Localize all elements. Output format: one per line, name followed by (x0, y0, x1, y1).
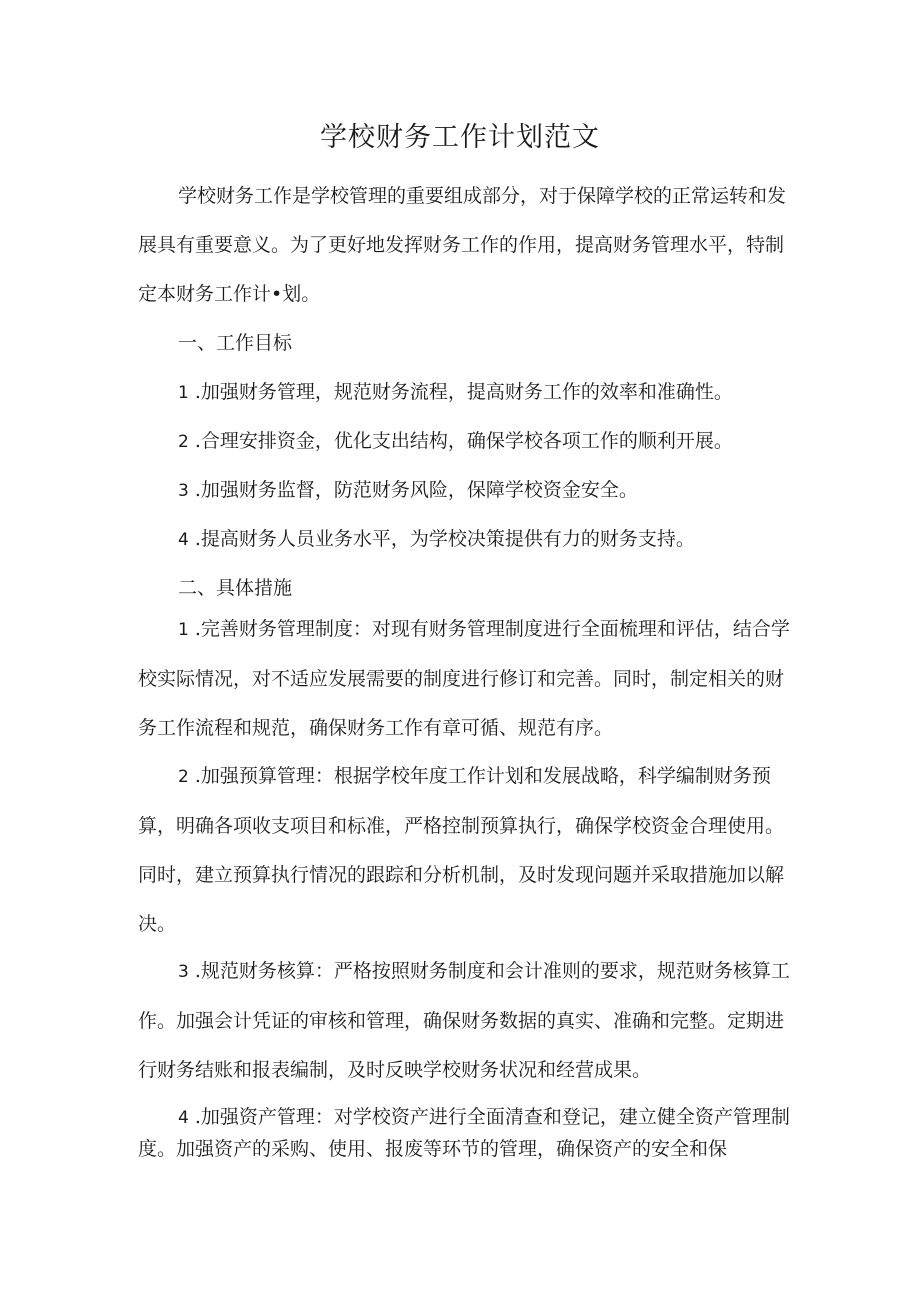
measure-item-text: .加强资产管理：对学校资产进行全面清查和登记，建立健全资产管理制度。加强资产的采购、使用、报废等环节的管理，确保资产的安全和保 (138, 1106, 790, 1160)
measure-item-text: .规范财务核算：严格按照财务制度和会计准则的要求，规范财务核算工作。加强会计凭证的审核和管理，确保财务数据的真实、准确和完整。定期进行财务结账和报表编制，及时反映学校财务状况和经营成果。 (138, 960, 790, 1081)
goal-item-number: 4 (178, 530, 189, 550)
measure-item-text: .加强预算管理：根据学校年度工作计划和发展战略，科学编制财务预算，明确各项收支项目和标准，严格控制预算执行，确保学校资金合理使用。同时，建立预算执行情况的跟踪和分析机制，及时发现问题并采取措施加以解决。 (138, 765, 785, 935)
goal-item-4 (138, 515, 798, 565)
goal-item-number: 2 (178, 432, 189, 452)
goal-item-number: 3 (178, 481, 189, 501)
goal-item-text: .提高财务人员业务水平，为学校决策提供有力的财务支持。 (194, 528, 695, 550)
measure-item-3 (138, 947, 798, 1095)
measure-item-4 (138, 1102, 798, 1165)
measure-item-text: .完善财务管理制度：对现有财务管理制度进行全面梳理和评估，结合学校实际情况，对不适应发展需要的制度进行修订和完善。同时，制定相关的财务工作流程和规范，确保财务工作有章可循、规范有序。 (138, 618, 790, 739)
goal-item-text: .合理安排资金，优化支出结构，确保学校各项工作的顺利开展。 (194, 430, 733, 452)
measure-item-number: 4 (178, 1108, 189, 1128)
measure-item-1 (138, 605, 798, 753)
measure-item-number: 1 (178, 620, 189, 640)
section2-heading: 二、具体措施 (178, 577, 293, 599)
measure-item-number: 3 (178, 962, 189, 982)
goal-item-2 (138, 417, 798, 467)
goal-item-text: .加强财务监督，防范财务风险，保障学校资金安全。 (194, 479, 638, 501)
section1-heading: 一、工作目标 (178, 332, 293, 354)
goal-item-3 (138, 466, 798, 516)
measure-item-number: 2 (178, 767, 189, 787)
goal-item-1 (138, 368, 798, 418)
goal-item-number: 1 (178, 383, 189, 403)
intro-paragraph: 学校财务工作是学校管理的重要组成部分，对于保障学校的正常运转和发展具有重要意义。为了更好地发挥财务工作的作用，提高财务管理水平，特制定本财务工作计•划。 (138, 185, 787, 305)
document-title: 学校财务工作计划范文 (320, 122, 600, 153)
measure-item-2 (138, 752, 798, 949)
goal-item-text: .加强财务管理，规范财务流程，提高财务工作的效率和准确性。 (194, 381, 733, 403)
